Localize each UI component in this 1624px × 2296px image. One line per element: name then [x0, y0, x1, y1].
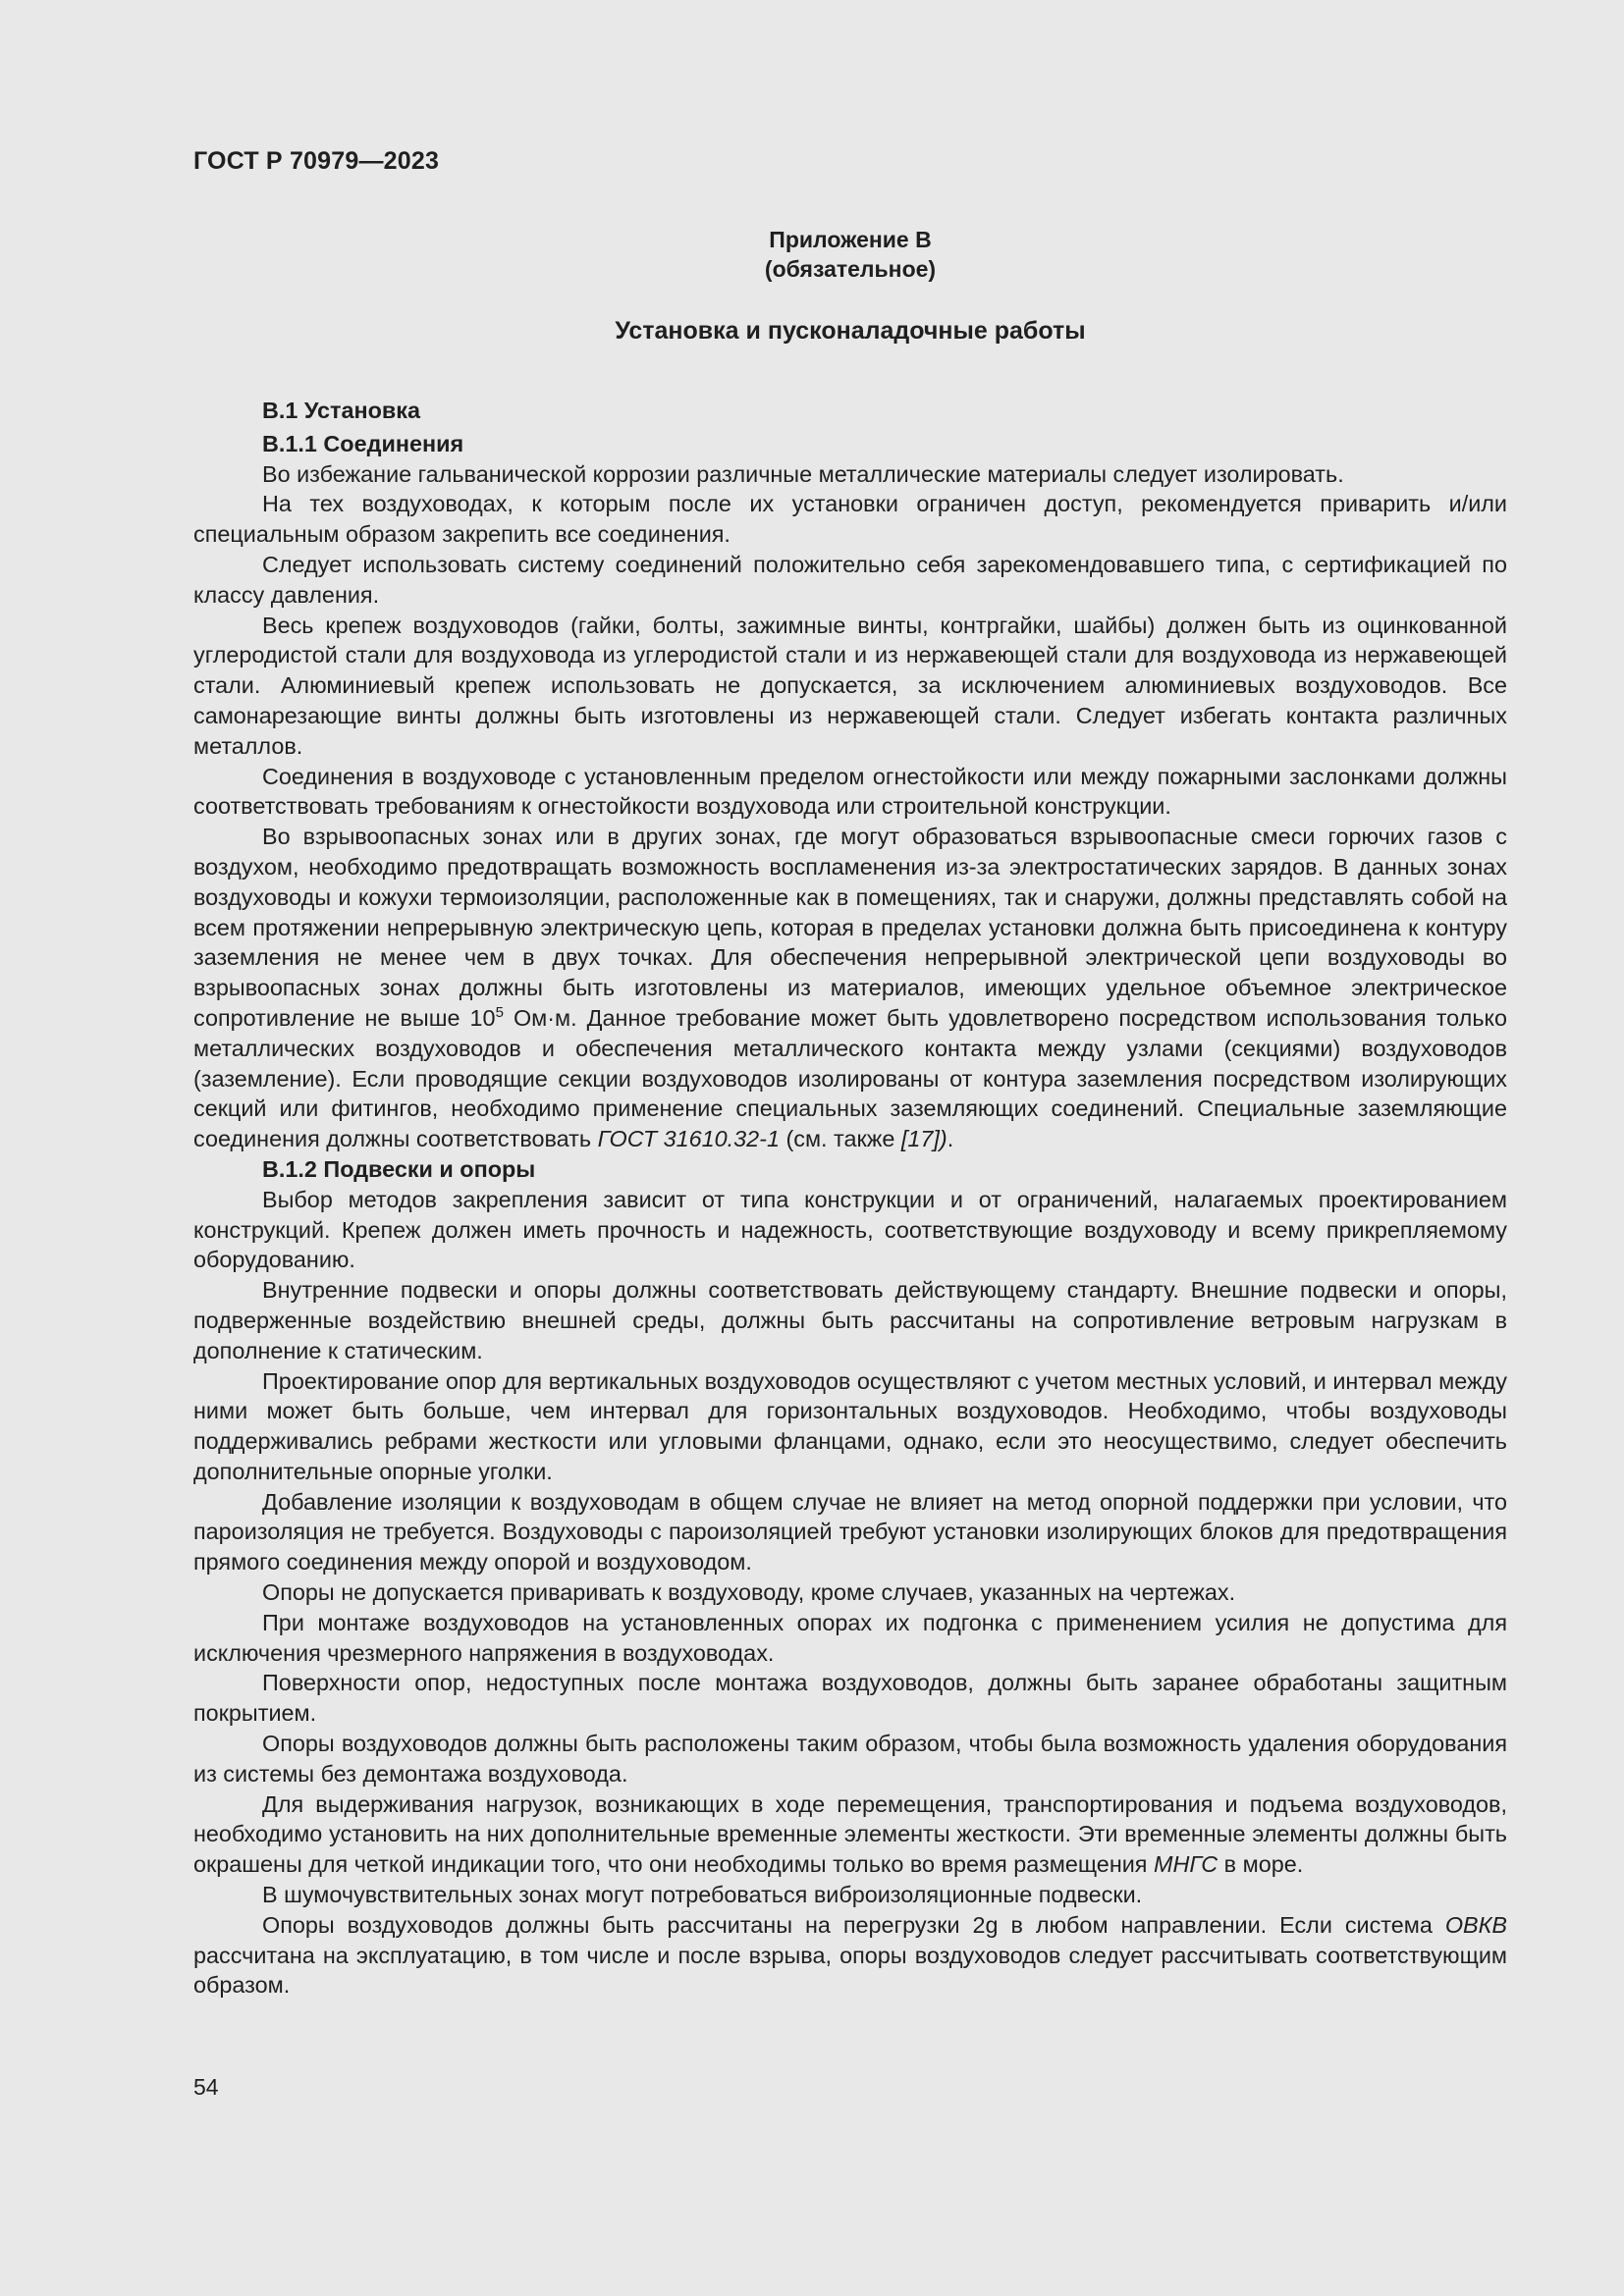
standard-reference: ГОСТ 31610.32-1 — [597, 1126, 780, 1152]
paragraph-text: рассчитана на эксплуатацию, в том числе и после взрыва, опоры воздуховодов следует рассчитывать соответствующим образом. — [193, 1942, 1507, 1999]
paragraph — [193, 822, 1507, 1154]
section-heading-b12: В.1.2 Подвески и опоры — [262, 1155, 536, 1182]
paragraph-text: Для выдерживания нагрузок, возникающих в ходе перемещения, транспортирования и подъема воздуховодов, необходимо установить на них дополнительные временные элементы жесткости. Эти временные элементы должны быть окрашены для четкой индикации того, что они необходимы только во время размещения — [193, 1790, 1507, 1878]
paragraph: Выбор методов закрепления зависит от типа конструкции и от ограничений, налагаемых проектированием конструкций. Крепеж должен иметь прочность и надежность, соответствующие воздуховоду и всему прикрепляемому оборудованию. — [193, 1186, 1507, 1273]
section-heading-b1: В.1 Установка — [262, 398, 420, 423]
document-body — [193, 396, 1507, 2001]
paragraph: На тех воздуховодах, к которым после их установки ограничен доступ, рекомендуется приварить и/или специальным образом закрепить все соединения. — [193, 491, 1507, 548]
paragraph: Опоры не допускается приваривать к воздуховоду, кроме случаев, указанных на чертежах. — [262, 1579, 1236, 1606]
annex-heading: Установка и пусконаладочные работы — [615, 317, 1086, 345]
paragraph-text: Опоры воздуховодов должны быть рассчитаны на перегрузки 2g в любом направлении. Если система — [262, 1911, 1445, 1938]
paragraph-text: . — [947, 1126, 954, 1152]
paragraph: Соединения в воздуховоде с установленным пределом огнестойкости или между пожарными заслонками должны соответствовать требованиям к огнестойкости воздуховода или строительной конструкции. — [193, 763, 1507, 820]
page-number: 54 — [193, 2074, 219, 2100]
section-heading-b11: В.1.1 Соединения — [262, 430, 464, 456]
abbreviation-reference: МНГС — [1153, 1851, 1218, 1878]
paragraph-text: Во взрывоопасных зонах или в других зонах, где могут образоваться взрывоопасные смеси горючих газов с воздухом, необходимо предотвращать возможность воспламенения из-за электростатических зарядов. В данных зонах воздуховоды и кожухи термоизоляции, расположенные как в помещениях, так и снаружи, должны представлять собой на всем протяжении непрерывную электрическую цепь, которая в пределах установки должна быть присоединена к контуру заземления не менее чем в двух точках. Для обеспечения непрерывной электрической цепи воздуховоды во взрывоопасных зонах должны быть изготовлены из материалов, имеющих удельное объемное электрическое сопротивление не выше 10 — [193, 824, 1507, 1031]
paragraph — [193, 1789, 1507, 1880]
paragraph: Опоры воздуховодов должны быть расположены таким образом, чтобы была возможность удаления оборудования из системы без демонтажа воздуховода. — [193, 1731, 1507, 1787]
paragraph: При монтаже воздуховодов на установленных опорах их подгонка с применением усилия не допустима для исключения чрезмерного напряжения в воздуховодах. — [193, 1609, 1507, 1666]
paragraph-text: Ом·м. Данное требование может быть удовлетворено посредством использования только металлических воздуховодов и обеспечения металлического контакта между узлами (секциями) воздуховодов (заземление). Если проводящие секции воздуховодов изолированы от контура заземления посредством изолирующих секций или фитингов, необходимо применение специальных заземляющих соединений. Специальные заземляющие соединения должны соответствовать — [193, 1004, 1508, 1152]
paragraph — [193, 1910, 1507, 2001]
paragraph: Поверхности опор, недоступных после монтажа воздуховодов, должны быть заранее обработаны защитным покрытием. — [193, 1670, 1507, 1727]
paragraph-text: в море. — [1218, 1851, 1304, 1878]
annex-status: (обязательное) — [764, 256, 937, 282]
paragraph: В шумочувствительных зонах могут потребоваться виброизоляционные подвески. — [262, 1882, 1143, 1908]
paragraph: Следует использовать систему соединений положительно себя зарекомендовавшего типа, с сертификацией по классу давления. — [193, 551, 1507, 608]
paragraph: Во избежание гальванической коррозии различные металлические материалы следует изолировать. — [262, 460, 1344, 487]
paragraph: Внутренние подвески и опоры должны соответствовать действующему стандарту. Внешние подвески и опоры, подверженные воздействию внешней среды, должны быть рассчитаны на сопротивление ветровым нагрузкам в дополнение к статическим. — [193, 1277, 1507, 1363]
paragraph: Весь крепеж воздуховодов (гайки, болты, зажимные винты, контргайки, шайбы) должен быть из оцинкованной углеродистой стали для воздуховода из углеродистой стали и из нержавеющей стали для воздуховода из нержавеющей стали. Алюминиевый крепеж использовать не допускается, за исключением алюминиевых воздуховодов. Все самонарезающие винты должны быть изготовлены из нержавеющей стали. Следует избегать контакта различных металлов. — [193, 612, 1507, 759]
paragraph-text: (см. также — [779, 1126, 901, 1152]
bibliography-reference: [17]) — [900, 1126, 947, 1152]
superscript: 5 — [495, 1003, 504, 1021]
paragraph: Добавление изоляции к воздуховодам в общем случае не влияет на метод опорной поддержки при условии, что пароизоляция не требуется. Воздуховоды с пароизоляцией требуют установки изолирующих блоков для предотвращения прямого соединения между опорой и воздуховодом. — [193, 1488, 1507, 1575]
abbreviation-reference: ОВКВ — [1444, 1911, 1507, 1938]
annex-title: Приложение В — [769, 227, 932, 252]
paragraph: Проектирование опор для вертикальных воздуховодов осуществляют с учетом местных условий, и интервал между ними может быть больше, чем интервал для горизонтальных воздуховодов. Необходимо, чтобы воздуховоды поддерживались ребрами жесткости или угловыми фланцами, однако, если это неосуществимо, следует обеспечить дополнительные опорные уголки. — [193, 1367, 1507, 1484]
document-id: ГОСТ Р 70979—2023 — [193, 147, 440, 175]
